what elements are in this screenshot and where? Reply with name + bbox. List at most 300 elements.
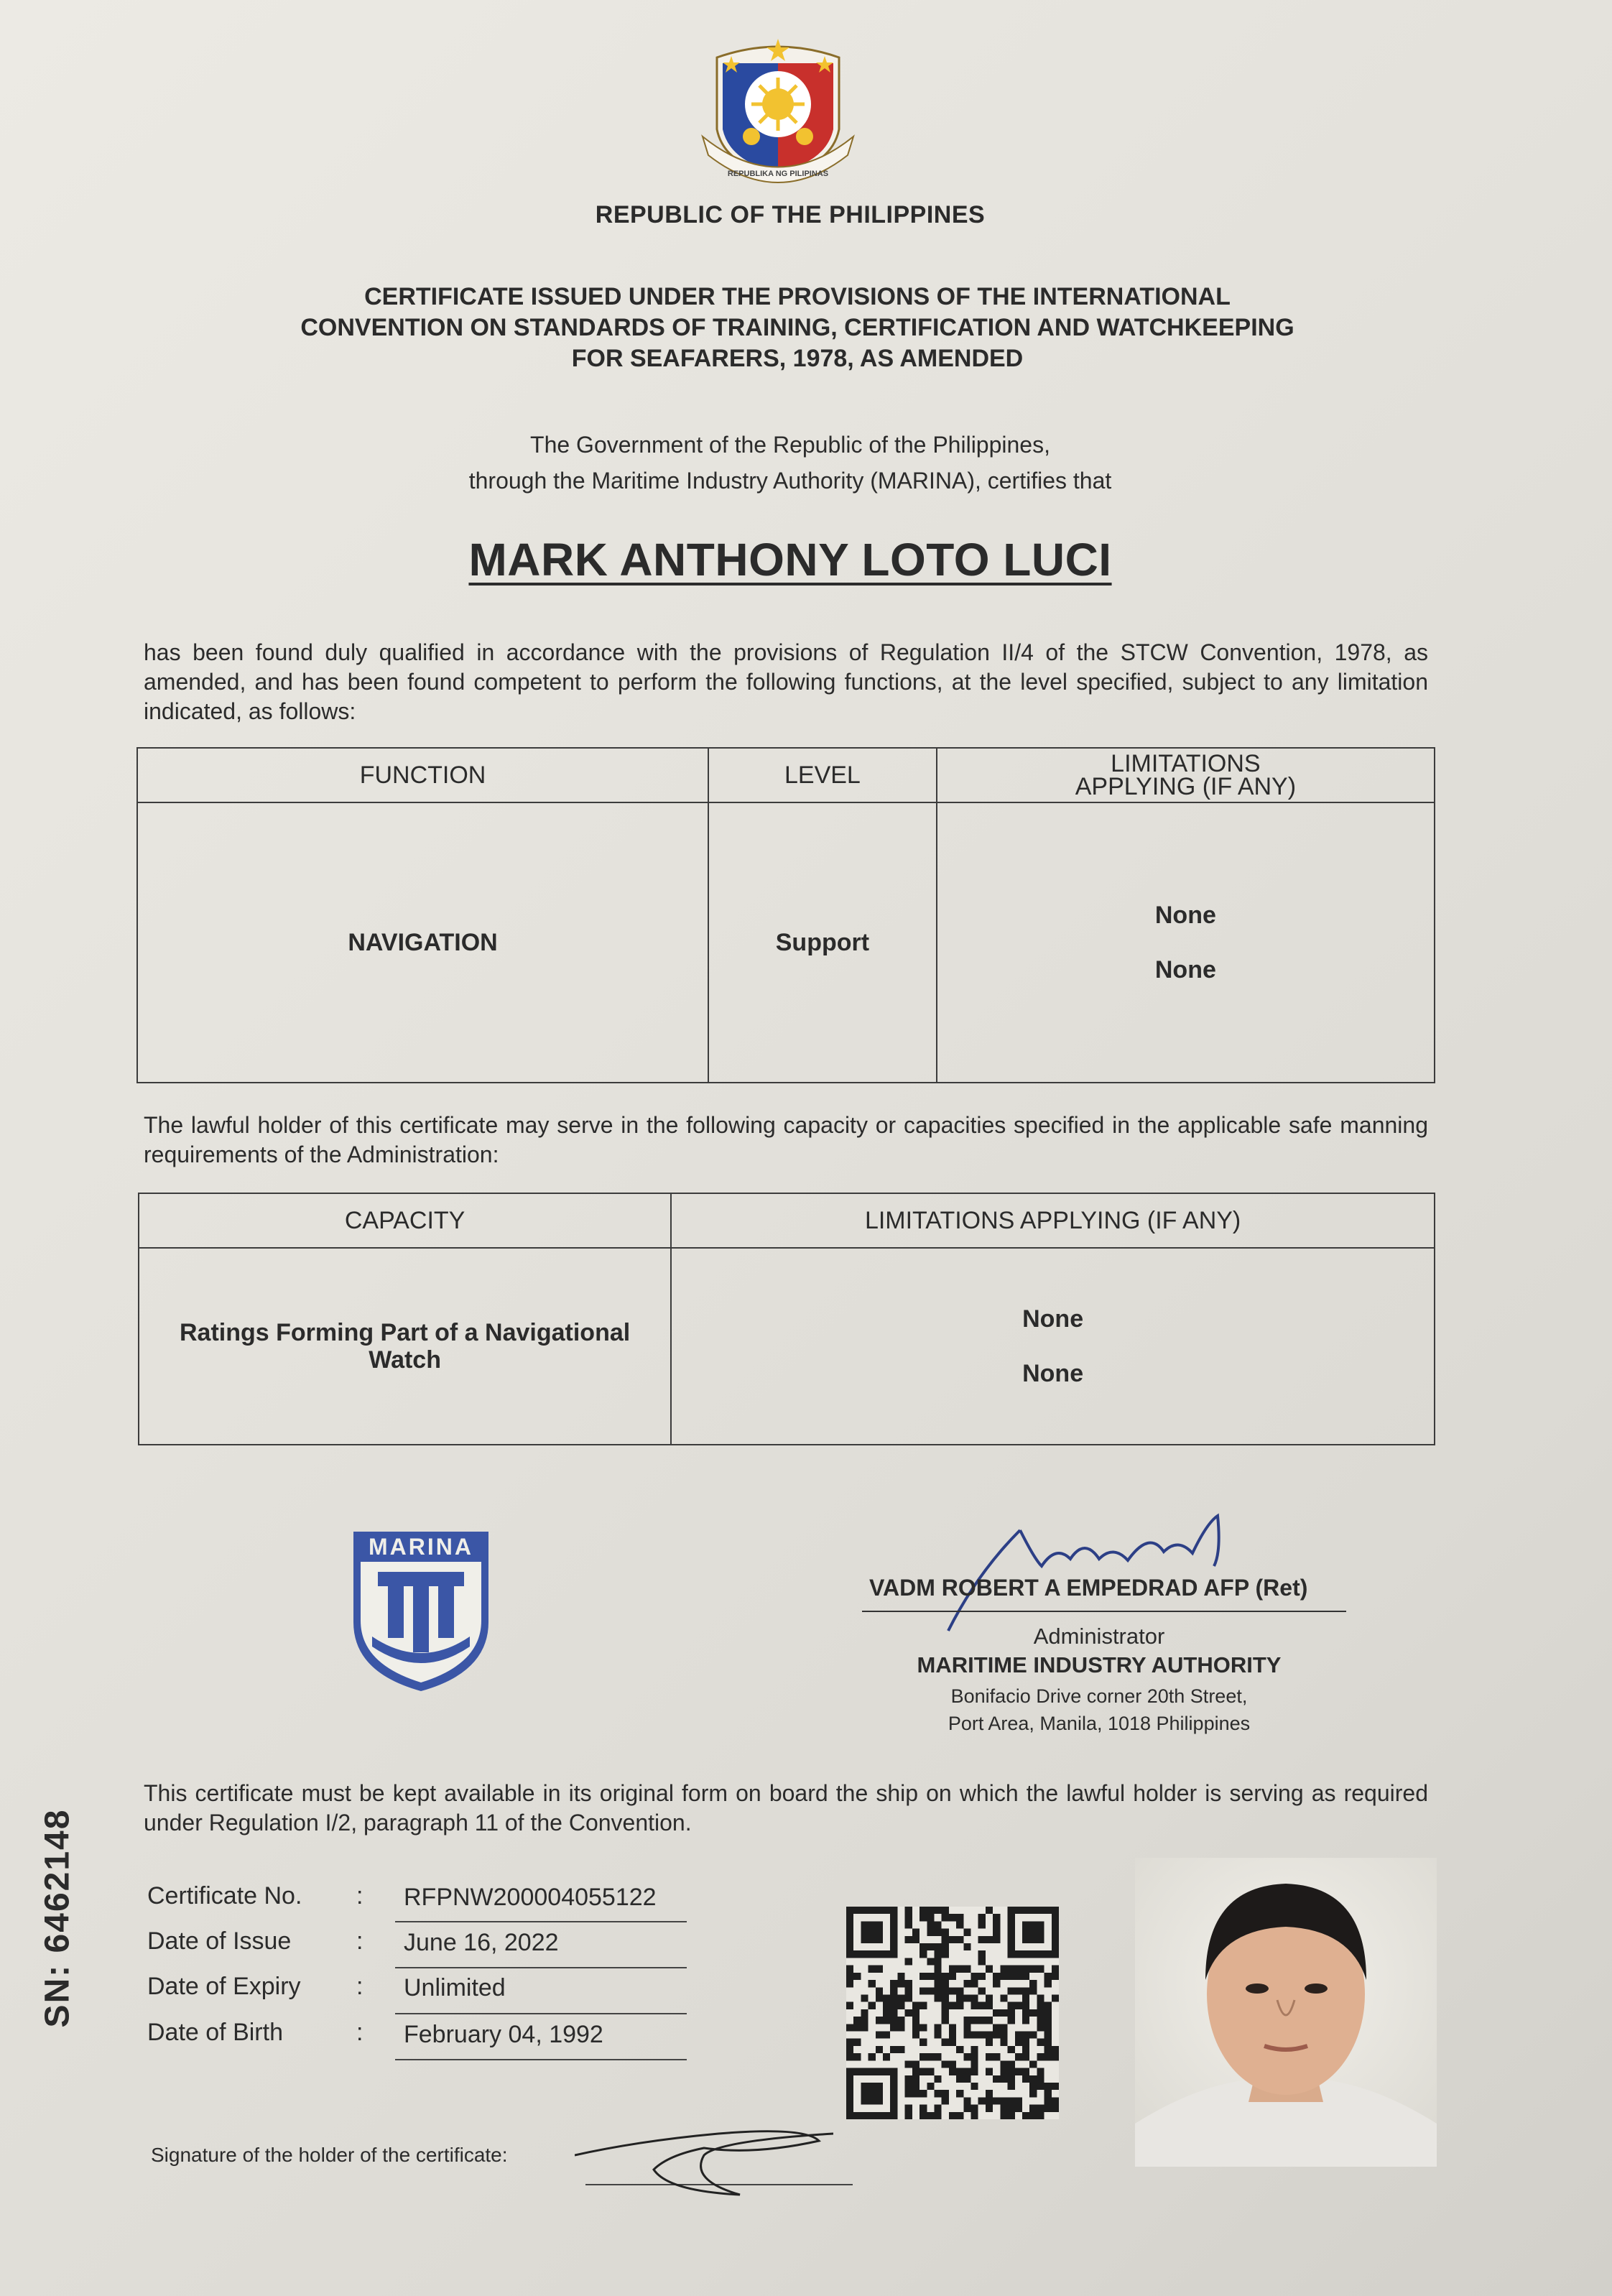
qr-module — [868, 1966, 876, 1973]
qr-module — [1000, 1973, 1007, 1980]
qr-module — [1037, 2009, 1044, 2017]
qr-module — [1000, 2032, 1007, 2039]
qr-module — [1022, 2075, 1029, 2083]
qr-module — [942, 1936, 949, 1943]
qr-module — [1022, 2112, 1029, 2119]
qr-module — [905, 1936, 912, 1943]
qr-module — [971, 2068, 978, 2075]
qr-module — [934, 1907, 941, 1914]
holder-name-text: MARK ANTHONY LOTO LUCI — [468, 534, 1112, 585]
administrator-signature-line — [862, 1611, 1346, 1612]
date-of-expiry-label: Date of Expiry — [147, 1973, 301, 2000]
qr-module — [949, 1936, 956, 1943]
qr-module — [934, 2075, 941, 2083]
qr-module — [978, 2002, 986, 2009]
qr-module — [1052, 2097, 1059, 2104]
qr-module — [978, 1973, 986, 1980]
qr-module — [927, 1958, 934, 1965]
qr-module — [897, 2046, 904, 2053]
colon: : — [356, 2019, 363, 2046]
qr-module — [890, 1980, 897, 1987]
qr-module — [846, 2039, 853, 2046]
limitation-value: None — [1154, 956, 1216, 983]
qr-module — [1008, 2083, 1015, 2090]
qr-module — [1008, 2017, 1015, 2024]
qr-module — [942, 2009, 949, 2017]
function-cell: NAVIGATION — [137, 802, 708, 1083]
qr-module — [890, 2009, 897, 2017]
qr-module — [905, 1994, 912, 2001]
qr-module — [853, 2017, 861, 2024]
qr-module — [861, 2024, 868, 2031]
qr-module — [993, 1980, 1000, 1987]
qr-module — [1044, 2024, 1052, 2031]
qr-module — [897, 2024, 904, 2031]
qr-module — [956, 2068, 963, 2075]
qr-module — [1029, 1987, 1037, 1994]
qr-module — [1037, 2083, 1044, 2090]
qr-module — [934, 1943, 941, 1950]
qr-code-icon — [846, 1907, 1059, 2119]
qr-module — [1015, 2105, 1022, 2112]
capacity-header: CAPACITY — [139, 1193, 671, 1248]
qr-module — [1015, 2097, 1022, 2104]
qr-module — [846, 1980, 853, 1987]
qr-module — [912, 2075, 920, 2083]
qr-module — [1022, 2046, 1029, 2053]
qr-module — [993, 2009, 1000, 2017]
qr-module — [876, 2046, 883, 2053]
qr-module — [853, 1973, 861, 1980]
serial-number-text: SN: 6462148 — [38, 1808, 77, 2028]
capacity-line-2: Watch — [369, 1346, 441, 1374]
qr-module — [986, 2053, 993, 2060]
qr-module — [1022, 1973, 1029, 1980]
qr-module — [949, 2068, 956, 2075]
qr-module — [956, 1966, 963, 1973]
qr-module — [920, 2112, 927, 2119]
limitations-header-line-2: APPLYING (IF ANY) — [1075, 773, 1297, 800]
qr-module — [949, 2060, 956, 2068]
qr-module — [934, 1994, 941, 2001]
qr-module — [927, 1973, 934, 1980]
qr-module — [963, 1980, 971, 1987]
qr-module — [934, 1987, 941, 1994]
qr-module — [942, 1987, 949, 1994]
qr-module — [942, 2002, 949, 2009]
field-underline — [395, 2013, 687, 2014]
qr-module — [1008, 2002, 1015, 2009]
qr-module — [1029, 2075, 1037, 2083]
qr-module — [934, 1921, 941, 1928]
qr-module — [1015, 2039, 1022, 2046]
qr-module — [883, 2009, 890, 2017]
qr-module — [1000, 2068, 1007, 2075]
qr-module — [949, 2024, 956, 2031]
qr-module — [897, 2002, 904, 2009]
qr-module — [1015, 2002, 1022, 2009]
qr-module — [920, 1973, 927, 1980]
qr-module — [905, 2083, 912, 2090]
qr-module — [905, 1914, 912, 1921]
qr-module — [1052, 1973, 1059, 1980]
capacity-table-header — [139, 1193, 1435, 1248]
qr-module — [1022, 1966, 1029, 1973]
qr-module — [1044, 2017, 1052, 2024]
seal-text: REPUBLIKA NG PILIPINAS — [727, 170, 829, 178]
capacity-table — [138, 1193, 1435, 1445]
field-underline — [395, 1967, 687, 1968]
philippine-seal-icon — [688, 29, 868, 194]
qr-module — [986, 2017, 993, 2024]
qr-module — [1000, 2075, 1007, 2083]
qr-module — [853, 2053, 861, 2060]
qr-module — [942, 1929, 949, 1936]
level-header: LEVEL — [708, 748, 937, 802]
administrator-signature — [934, 1509, 1264, 1638]
qr-module — [890, 2046, 897, 2053]
qr-module — [1052, 1966, 1059, 1973]
qr-module — [986, 1994, 993, 2001]
address-line-1: Bonifacio Drive corner 20th Street, — [950, 1685, 1248, 1707]
qr-module — [1015, 1966, 1022, 1973]
qr-module — [1008, 1987, 1015, 1994]
qr-module — [1044, 1980, 1052, 1987]
qr-module — [963, 2024, 971, 2031]
qr-module — [1037, 2039, 1044, 2046]
qr-module — [912, 2017, 920, 2024]
qr-module — [993, 2097, 1000, 2104]
capacity-limitations-cell — [671, 1248, 1435, 1445]
qr-module — [1044, 2046, 1052, 2053]
government-line-2: through the Maritime Industry Authority (MARINA), certifies that — [468, 468, 1112, 494]
qr-module — [971, 1973, 978, 1980]
qr-module — [912, 2009, 920, 2017]
qr-module — [963, 1943, 971, 1950]
qr-module — [1000, 2112, 1007, 2119]
qualification-paragraph: has been found duly qualified in accordance with the provisions of Regulation II/4 of the STCW Convention, 1978, as amended, and has been found competent to perform the following functions, at the level specified, subject to any limitation indicated, as follows: — [144, 639, 1428, 724]
qr-module — [868, 2002, 876, 2009]
qr-module — [1008, 2009, 1015, 2017]
qr-module — [1044, 2090, 1052, 2097]
qr-module — [897, 1994, 904, 2001]
qr-module — [1015, 1987, 1022, 1994]
limitation-value: None — [1022, 1360, 1084, 1387]
qr-module — [956, 1921, 963, 1928]
qr-module — [1029, 1980, 1037, 1987]
qr-module — [963, 2105, 971, 2112]
qr-module — [942, 1943, 949, 1950]
qr-module — [971, 2083, 978, 2090]
capacity-line-1: Ratings Forming Part of a Navigational — [180, 1319, 631, 1346]
qr-module — [912, 2024, 920, 2031]
qr-module — [876, 2032, 883, 2039]
qr-module — [876, 1966, 883, 1973]
qr-module — [934, 1929, 941, 1936]
qr-module — [934, 2112, 941, 2119]
qr-module — [1015, 2053, 1022, 2060]
qr-module — [993, 1936, 1000, 1943]
qr-module — [1008, 2075, 1015, 2083]
qr-module — [978, 1950, 986, 1958]
qr-module — [986, 2032, 993, 2039]
level-cell: Support — [708, 802, 937, 1083]
qr-module — [978, 1921, 986, 1928]
qr-module — [846, 2002, 853, 2009]
qr-module — [1008, 2068, 1015, 2075]
date-of-issue-value: June 16, 2022 — [404, 1929, 559, 1956]
qr-module — [1008, 2105, 1015, 2112]
qr-module — [1029, 2060, 1037, 2068]
qr-module — [1015, 2032, 1022, 2039]
function-header: FUNCTION — [137, 748, 708, 802]
qr-module — [934, 1980, 941, 1987]
qr-module — [942, 1950, 949, 1958]
qr-module — [876, 2017, 883, 2024]
holder-photo — [1135, 1858, 1437, 2167]
qr-module — [963, 1966, 971, 1973]
qr-module — [986, 2105, 993, 2112]
qr-module — [1052, 1994, 1059, 2001]
qr-module — [1022, 1987, 1029, 1994]
field-underline — [395, 2059, 687, 2060]
qr-module — [920, 1987, 927, 1994]
qr-module — [846, 2046, 853, 2053]
colon: : — [356, 1927, 363, 1955]
qr-module — [1037, 1994, 1044, 2001]
keep-on-board-paragraph: This certificate must be kept available in its original form on board the ship on which the lawful holder is serving as required under Regulation I/2, paragraph 11 of the Convention. — [144, 1780, 1428, 1836]
qr-module — [920, 2105, 927, 2112]
qr-module — [920, 1943, 927, 1950]
capacity-cell — [139, 1248, 671, 1445]
limitations-cell — [937, 802, 1435, 1083]
qr-module — [920, 2002, 927, 2009]
qr-module — [971, 2053, 978, 2060]
qr-module — [1029, 2105, 1037, 2112]
holder-name — [287, 533, 1293, 586]
qr-module — [956, 1994, 963, 2001]
holder-signature-label: Signature of the holder of the certificate: — [151, 2144, 508, 2166]
qr-module — [1008, 2060, 1015, 2068]
qr-module — [876, 1994, 883, 2001]
table-row — [139, 1248, 1435, 1445]
qr-module — [971, 2046, 978, 2053]
qr-module — [853, 2024, 861, 2031]
qr-module — [1044, 2097, 1052, 2104]
qr-module — [927, 1987, 934, 1994]
qr-module — [942, 1907, 949, 1914]
qr-module — [993, 1914, 1000, 1921]
qr-module — [963, 2053, 971, 2060]
qr-module — [1044, 2002, 1052, 2009]
qr-module — [993, 1973, 1000, 1980]
qr-module — [905, 2090, 912, 2097]
qr-module — [927, 2053, 934, 2060]
qr-module — [978, 1936, 986, 1943]
table-row — [137, 802, 1435, 1083]
qr-module — [956, 1914, 963, 1921]
qr-module — [1037, 2075, 1044, 2083]
qr-module — [912, 2002, 920, 2009]
qr-module — [1015, 1973, 1022, 1980]
qr-module — [1022, 2068, 1029, 2075]
qr-module — [1022, 2053, 1029, 2060]
qr-module — [949, 1966, 956, 1973]
qr-module — [993, 1929, 1000, 1936]
colon: : — [356, 1973, 363, 2000]
qr-module — [920, 1907, 927, 1914]
functions-table-header — [137, 748, 1435, 802]
qr-module — [868, 1980, 876, 1987]
qr-module — [1029, 2009, 1037, 2017]
administrator-organization: MARITIME INDUSTRY AUTHORITY — [917, 1652, 1282, 1677]
qr-module — [1052, 2053, 1059, 2060]
qr-module — [942, 2060, 949, 2068]
qr-module — [1008, 2046, 1015, 2053]
qr-module — [949, 1987, 956, 1994]
qr-module — [920, 1950, 927, 1958]
qr-module — [890, 2002, 897, 2009]
qr-module — [912, 1929, 920, 1936]
qr-module — [927, 2068, 934, 2075]
qr-module — [963, 1994, 971, 2001]
convention-line-1: CERTIFICATE ISSUED UNDER THE PROVISIONS OF THE INTERNATIONAL — [364, 283, 1231, 310]
qr-module — [912, 1936, 920, 1943]
qr-module — [883, 2002, 890, 2009]
qr-module — [963, 1929, 971, 1936]
qr-module — [956, 1987, 963, 1994]
qr-module — [905, 1987, 912, 1994]
government-line-1: The Government of the Republic of the Philippines, — [530, 432, 1050, 458]
marina-logo-icon — [351, 1529, 491, 1694]
republic-heading: REPUBLIC OF THE PHILIPPINES — [595, 201, 986, 228]
colon: : — [356, 1882, 363, 1910]
qr-module — [942, 1973, 949, 1980]
qr-module — [986, 2039, 993, 2046]
qr-module — [942, 1994, 949, 2001]
qr-module — [986, 2002, 993, 2009]
qr-module — [920, 2024, 927, 2031]
qr-module — [963, 2097, 971, 2104]
qr-module — [1044, 1973, 1052, 1980]
qr-module — [890, 2017, 897, 2024]
qr-module — [846, 2024, 853, 2031]
qr-module — [1044, 2105, 1052, 2112]
qr-module — [905, 2009, 912, 2017]
qr-module — [920, 2068, 927, 2075]
qr-module — [905, 1907, 912, 1914]
qr-module — [846, 1966, 853, 1973]
qr-module — [971, 2002, 978, 2009]
qr-module — [927, 2083, 934, 2090]
administrator-name: VADM ROBERT A EMPEDRAD AFP (Ret) — [869, 1575, 1308, 1601]
qr-module — [861, 2009, 868, 2017]
qr-module — [978, 2032, 986, 2039]
qr-module — [846, 1973, 853, 1980]
qr-module — [912, 2068, 920, 2075]
qr-module — [934, 2024, 941, 2031]
qr-module — [956, 1936, 963, 1943]
limitations-header-line-1: LIMITATIONS — [1111, 750, 1261, 777]
qr-module — [971, 2105, 978, 2112]
qr-module — [956, 2075, 963, 2083]
qr-module — [986, 2097, 993, 2104]
limitation-value: None — [1154, 902, 1216, 929]
qr-module — [1022, 2039, 1029, 2046]
qr-module — [949, 1973, 956, 1980]
field-underline — [395, 1921, 687, 1922]
qr-module — [942, 1914, 949, 1921]
qr-module — [905, 1980, 912, 1987]
certificate-no-label: Certificate No. — [147, 1882, 302, 1910]
qr-module — [993, 2075, 1000, 2083]
qr-module — [927, 1943, 934, 1950]
qr-module — [942, 2097, 949, 2104]
qr-module — [1022, 2032, 1029, 2039]
qr-module — [1037, 2002, 1044, 2009]
qr-module — [993, 2053, 1000, 2060]
qr-module — [1000, 2097, 1007, 2104]
qr-module — [971, 2017, 978, 2024]
qr-module — [993, 1921, 1000, 1928]
capacity-limitations-header: LIMITATIONS APPLYING (IF ANY) — [671, 1193, 1435, 1248]
qr-module — [905, 1921, 912, 1928]
qr-module — [883, 1994, 890, 2001]
qr-module — [934, 2105, 941, 2112]
qr-module — [890, 2024, 897, 2031]
qr-module — [993, 2032, 1000, 2039]
qr-module — [1008, 2097, 1015, 2104]
qr-module — [1022, 2017, 1029, 2024]
qr-module — [1008, 2112, 1015, 2119]
qr-module — [971, 2032, 978, 2039]
date-of-birth-label: Date of Birth — [147, 2019, 283, 2046]
qr-module — [934, 1973, 941, 1980]
qr-module — [912, 2090, 920, 2097]
qr-module — [883, 2053, 890, 2060]
qr-module — [846, 2053, 853, 2060]
qr-module — [971, 1994, 978, 2001]
qr-module — [942, 2090, 949, 2097]
qr-module — [890, 1994, 897, 2001]
qr-module — [956, 2090, 963, 2097]
marina-logo-text: MARINA — [369, 1534, 473, 1560]
qr-module — [883, 2032, 890, 2039]
qr-module — [934, 1950, 941, 1958]
qr-module — [883, 2017, 890, 2024]
qr-module — [1037, 2024, 1044, 2031]
qr-module — [956, 2002, 963, 2009]
qr-module — [1044, 2083, 1052, 2090]
qr-module — [956, 2046, 963, 2053]
qr-module — [934, 1966, 941, 1973]
qr-module — [978, 1914, 986, 1921]
qr-module — [861, 1994, 868, 2001]
qr-module — [963, 2068, 971, 2075]
qr-module — [1037, 2068, 1044, 2075]
qr-module — [861, 2017, 868, 2024]
qr-module — [963, 2032, 971, 2039]
capacity-paragraph: The lawful holder of this certificate may serve in the following capacity or capacities specified in the applicable safe manning requirements of the Administration: — [144, 1112, 1428, 1167]
qr-module — [905, 2075, 912, 2083]
qr-module — [1044, 2039, 1052, 2046]
convention-line-2: CONVENTION ON STANDARDS OF TRAINING, CERTIFICATION AND WATCHKEEPING — [300, 314, 1294, 341]
convention-heading — [187, 282, 1408, 374]
qr-module — [986, 1936, 993, 1943]
qr-module — [1000, 2024, 1007, 2031]
qr-module — [876, 1987, 883, 1994]
serial-number — [29, 1803, 86, 2033]
